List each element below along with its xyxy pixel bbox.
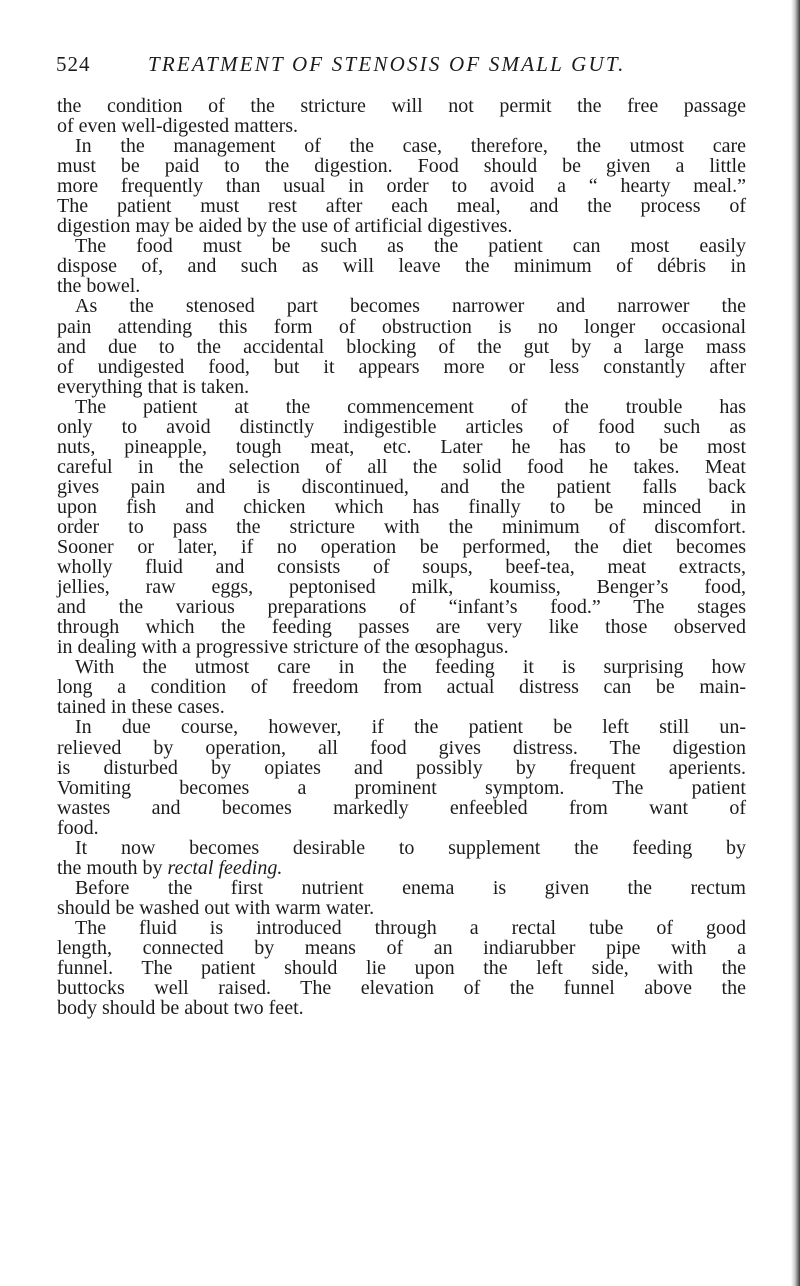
text-line [57, 317, 746, 337]
text-line [57, 196, 746, 216]
line-text: In the management of the case, therefore, the utmost care [75, 135, 746, 158]
line-text: wholly fluid and consists of soups, beef-tea, meat extracts, [57, 556, 746, 579]
text-line [57, 236, 746, 256]
line-text: buttocks well raised. The elevation of the funnel above the [57, 977, 746, 1000]
line-text: With the utmost care in the feeding it is surprising how [75, 656, 746, 679]
text-line [57, 517, 746, 537]
line-text: upon fish and chicken which has finally to be minced in [57, 495, 746, 518]
text-line [57, 417, 746, 437]
line-text: digestion may be aided by the use of artificial digestives. [57, 215, 513, 238]
text-line [57, 256, 746, 276]
text-line [57, 216, 746, 236]
line-text: nuts, pineapple, tough meat, etc. Later he has to be most [57, 435, 746, 458]
line-text: through which the feeding passes are very like those observed [57, 616, 746, 639]
line-text: is disturbed by opiates and possibly by frequent aperients. [57, 756, 746, 779]
line-text: and due to the accidental blocking of the gut by a large mass [57, 335, 746, 358]
text-line [57, 858, 746, 878]
line-text: of even well-digested matters. [57, 115, 299, 138]
text-line [57, 377, 746, 397]
text-line [57, 978, 746, 998]
line-text: must be paid to the digestion. Food should be given a little [57, 155, 746, 178]
text-line [57, 597, 746, 617]
text-line [57, 296, 746, 316]
text-line [57, 697, 746, 717]
text-line [57, 617, 746, 637]
line-text: The fluid is introduced through a rectal tube of good [75, 916, 746, 939]
line-text: It now becomes desirable to supplement the feeding by [75, 836, 746, 859]
text-line [57, 577, 746, 597]
line-text: wastes and becomes markedly enfeebled from want of [57, 796, 746, 819]
line-text: careful in the selection of all the solid food he takes. Meat [57, 455, 746, 478]
line-text: the mouth by [57, 856, 168, 879]
text-line [57, 437, 746, 457]
line-text: The food must be such as the patient can most easily [75, 235, 746, 258]
emphasis-text: rectal feeding. [167, 856, 283, 879]
text-line [57, 457, 746, 477]
line-text: should be washed out with warm water. [57, 896, 375, 919]
text-line [57, 276, 746, 296]
text-line [57, 156, 746, 176]
text-line [57, 477, 746, 497]
line-text: long a condition of freedom from actual distress can be main- [57, 676, 746, 699]
text-line [57, 918, 746, 938]
line-text: Before the first nutrient enema is given the rectum [75, 876, 746, 899]
line-text: tained in these cases. [57, 696, 225, 719]
text-line [57, 878, 746, 898]
text-line [57, 397, 746, 417]
line-text: The patient at the commencement of the trouble has [75, 395, 746, 418]
line-text: Vomiting becomes a prominent symptom. The patient [57, 776, 746, 799]
text-line [57, 497, 746, 517]
text-line [57, 176, 746, 196]
line-text: In due course, however, if the patient be left still un- [75, 716, 746, 739]
line-text: gives pain and is discontinued, and the patient falls back [57, 475, 746, 498]
running-title: TREATMENT OF STENOSIS OF SMALL GUT. [148, 52, 626, 76]
text-line [57, 96, 746, 116]
line-text: and the various preparations of “infant’s food.” The stages [57, 596, 746, 619]
text-line [57, 337, 746, 357]
page-number: 524 [56, 52, 91, 76]
line-text: only to avoid distinctly indigestible articles of food such as [57, 415, 746, 438]
line-text: funnel. The patient should lie upon the left side, with the [57, 957, 746, 980]
text-line [57, 116, 746, 136]
text-line [57, 898, 746, 918]
page-edge-shadow [791, 0, 800, 1286]
line-text: Sooner or later, if no operation be performed, the diet becomes [57, 536, 746, 559]
text-line [57, 357, 746, 377]
text-line [57, 557, 746, 577]
line-text: pain attending this form of obstruction is no longer occasional [57, 315, 746, 338]
line-text: order to pass the stricture with the minimum of discomfort. [57, 515, 746, 538]
line-text: length, connected by means of an indiarubber pipe with a [57, 936, 746, 959]
line-text: relieved by operation, all food gives distress. The digestion [57, 736, 746, 759]
line-text: dispose of, and such as will leave the minimum of débris in [57, 255, 746, 278]
text-line [57, 717, 746, 737]
line-text: The patient must rest after each meal, and the process of [57, 195, 746, 218]
text-line [57, 637, 746, 657]
line-text: in dealing with a progressive stricture of the œsophagus. [57, 636, 509, 659]
line-text: food. [57, 816, 99, 839]
text-line [57, 758, 746, 778]
line-text: the bowel. [57, 275, 141, 298]
line-text: of undigested food, but it appears more or less constantly after [57, 355, 746, 378]
line-text: everything that is taken. [57, 375, 250, 398]
text-line [57, 136, 746, 156]
line-text: more frequently than usual in order to avoid a “ hearty meal.” [57, 175, 746, 198]
line-text: As the stenosed part becomes narrower and narrower the [75, 295, 746, 318]
text-line [57, 938, 746, 958]
text-line [57, 677, 746, 697]
body-text [57, 96, 746, 1018]
line-text: the condition of the stricture will not permit the free passage [57, 95, 746, 117]
text-line [57, 778, 746, 798]
text-line [57, 818, 746, 838]
text-line [57, 798, 746, 818]
text-line [57, 537, 746, 557]
text-line [57, 738, 746, 758]
text-line [57, 838, 746, 858]
text-line [57, 958, 746, 978]
text-line [57, 657, 746, 677]
line-text: body should be about two feet. [57, 997, 304, 1020]
text-line [57, 998, 746, 1018]
line-text: jellies, raw eggs, peptonised milk, koumiss, Benger’s food, [57, 576, 746, 599]
